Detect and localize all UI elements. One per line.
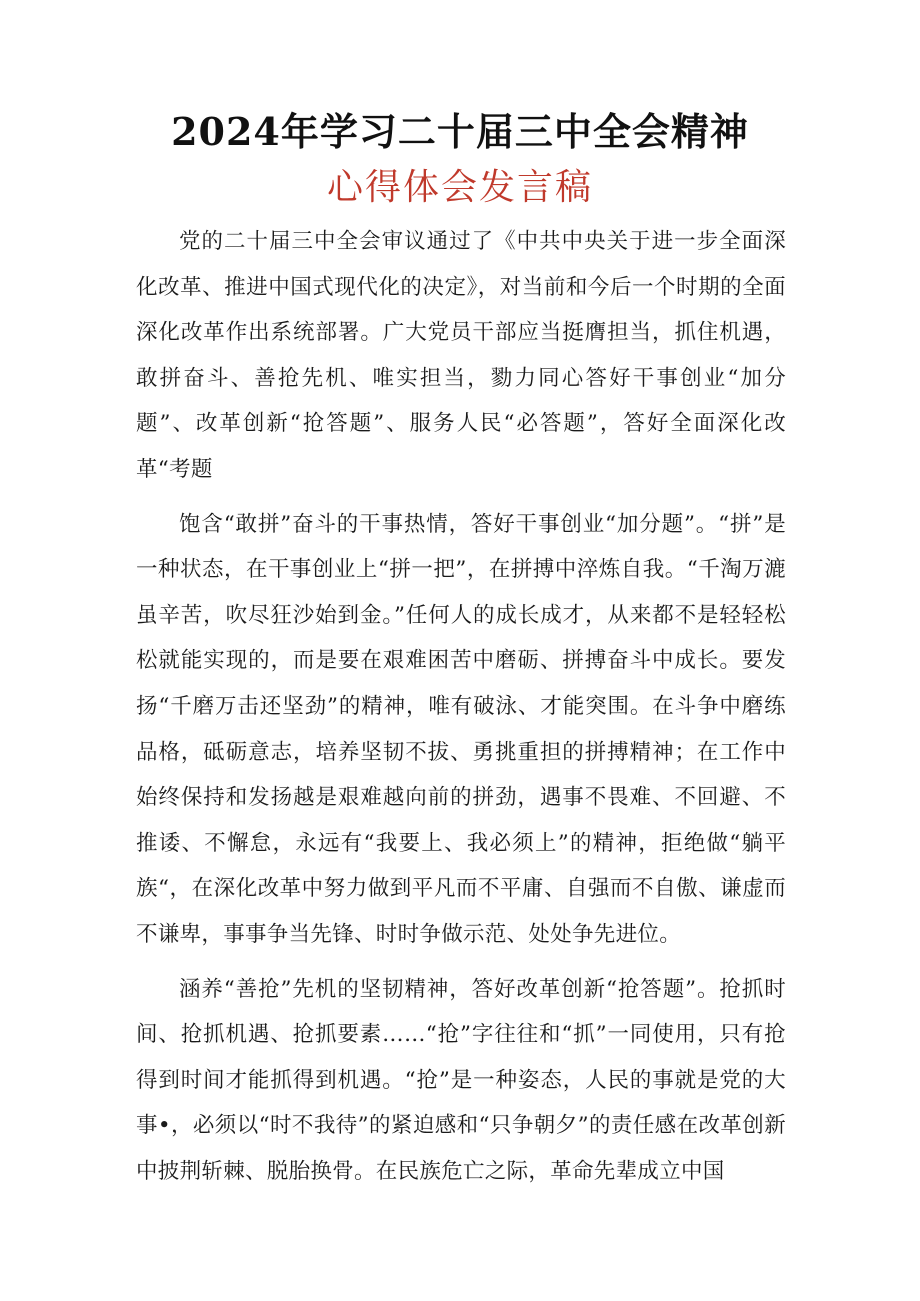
paragraph-intro: 党的二十届三中全会审议通过了《中共中央关于进一步全面深化改革、推进中国式现代化的决定》，对当前和今后一个时期的全面深化改革作出系统部署。广大党员干部应当挺膺担当，抓住机遇，敢拼奋斗、善抢先机、唯实担当，勠力同心答好干事创业“加分题”、改革创新“抢答题”、服务人民“必答题”，答好全面深化改革“考题 xyxy=(136,229,786,482)
document-body xyxy=(136,219,786,1194)
document-title: 2024年学习二十届三中全会精神 xyxy=(171,109,749,154)
paragraph-dare-to-fight: 饱含“敢拼”奋斗的干事热情，答好干事创业“加分题”。“拼”是一种状态，在干事创业上“拼一把”，在拼搏中淬炼自我。“千淘万漉虽辛苦，吹尽狂沙始到金。”任何人的成长成才，从来都不是轻轻松松就能实现的，而是要在艰难困苦中磨砺、拼搏奋斗中成长。要发扬“千磨万击还坚劲”的精神，唯有破泳、才能突围。在斗争中磨练品格，砥砺意志，培养坚韧不拔、勇挑重担的拼搏精神；在工作中始终保持和发扬越是艰难越向前的拼劲，遇事不畏难、不回避、不推诿、不懈怠，永远有“我要上、我必须上”的精神，拒绝做“躺平族“，在深化改革中努力做到平凡而不平庸、自强而不自傲、谦虚而不谦卑，事事争当先锋、时时争做示范、处处争先进位。 xyxy=(136,511,786,947)
document-subtitle: 心得体会发言稿 xyxy=(326,167,593,208)
paragraph-seize-opportunity: 涵养“善抢”先机的坚韧精神，答好改革创新“抢答题”。抢抓时间、抢抓机遇、抢抓要素……“抢”字往往和“抓”一同使用，只有抢得到时间才能抓得到机遇。“抢”是一种姿态，人民的事就是党的大事•，必须以“时不我待”的紧迫感和“只争朝夕”的责任感在改革创新中披荆斩棘、脱胎换骨。在民族危亡之际，革命先辈成立中国 xyxy=(136,976,786,1184)
